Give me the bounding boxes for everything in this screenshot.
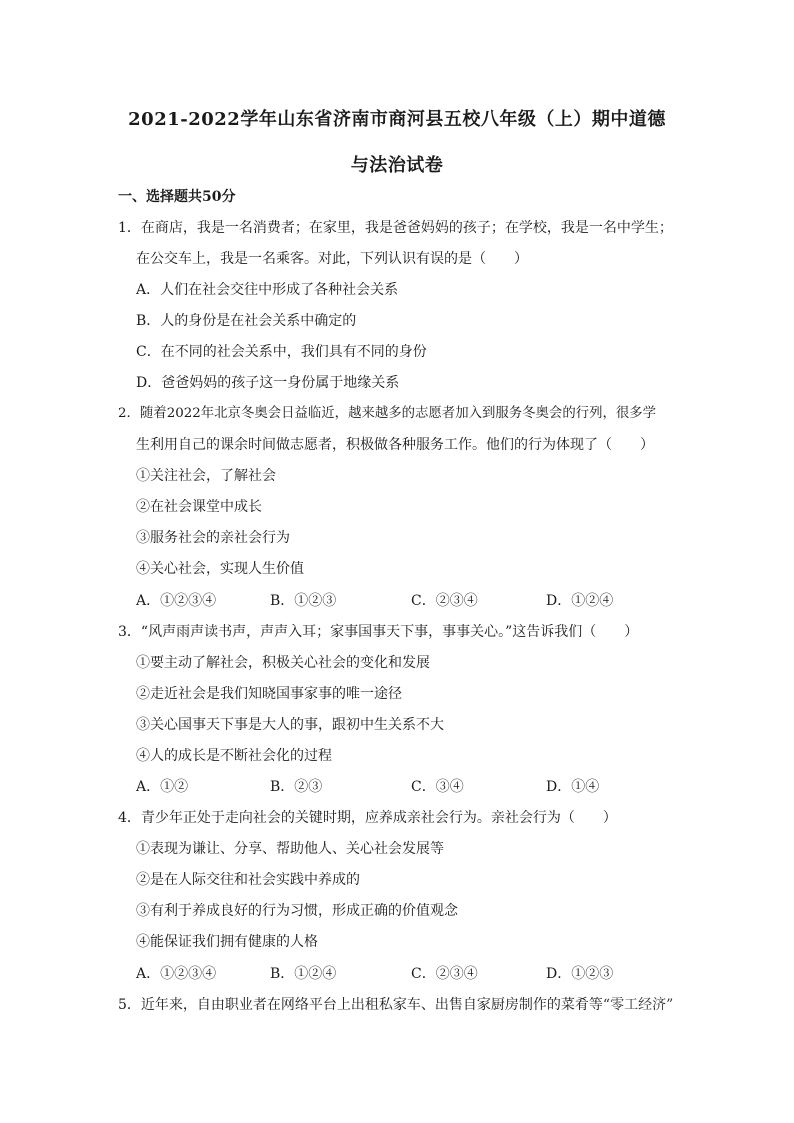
question-3-option-d: D．①④ — [546, 779, 600, 795]
question-4-item-2: ②是在人际交往和社会实践中养成的 — [136, 872, 360, 888]
question-3-stem: 3．“风声雨声读书声，声声入耳；家事国事天下事，事事关心。”这告诉我们（ ） — [118, 624, 639, 640]
question-3-option-b: B．②③ — [270, 779, 323, 795]
question-5-stem — [118, 995, 673, 1015]
question-3-option-a: A．①② — [136, 779, 189, 795]
question-1-stem: 1．在商店，我是一名消费者；在家里，我是爸爸妈妈的孩子；在学校，我是一名中学生； — [118, 220, 673, 236]
question-5-stem-quote: “零工经济” — [602, 997, 674, 1013]
question-4-item-4: ④能保证我们拥有健康的人格 — [136, 934, 318, 950]
question-4-option-a: A．①②③④ — [136, 966, 217, 982]
question-3-item-1: ①要主动了解社会，积极关心社会的变化和发展 — [136, 655, 430, 671]
question-2-option-a: A．①②③④ — [136, 593, 217, 609]
question-3-item-4: ④人的成长是不断社会化的过程 — [136, 748, 332, 764]
question-1-stem-cont: 在公交车上，我是一名乘客。对此，下列认识有误的是（ ） — [136, 251, 528, 267]
question-4-option-d: D．①②③ — [546, 966, 614, 982]
question-2-option-d: D．①②④ — [546, 593, 614, 609]
question-4-item-1: ①表现为谦让、分享、帮助他人、关心社会发展等 — [136, 841, 444, 857]
section-heading: 一、选择题共50分 — [118, 189, 236, 205]
question-3-item-3: ③关心国事天下事是大人的事，跟初中生关系不大 — [136, 717, 444, 733]
question-2-option-c: C．②③④ — [411, 593, 478, 609]
document-title-line1: 2021-2022学年山东省济南市商河县五校八年级（上）期中道德 — [128, 109, 666, 130]
question-3-item-2: ②走近社会是我们知晓国事家事的唯一途径 — [136, 686, 402, 702]
question-1-choice-b: B．人的身份是在社会关系中确定的 — [136, 313, 357, 329]
question-2-option-b: B．①②③ — [270, 593, 337, 609]
question-4-option-b: B．①②④ — [270, 966, 337, 982]
question-2-item-4: ④关心社会，实现人生价值 — [136, 561, 304, 577]
question-2-item-1: ①关注社会，了解社会 — [136, 468, 276, 484]
question-2-stem: 2．随着2022年北京冬奥会日益临近，越来越多的志愿者加入到服务冬奥会的行列，很多学 — [118, 406, 657, 421]
question-4-stem: 4．青少年正处于走向社会的关键时期，应养成亲社会行为。亲社会行为（ ） — [118, 810, 617, 826]
question-1-choice-c: C．在不同的社会关系中，我们具有不同的身份 — [136, 344, 427, 360]
question-1-choice-a: A．人们在社会交往中形成了各种社会关系 — [136, 282, 399, 298]
question-2-stem-cont: 生利用自己的课余时间做志愿者，积极做各种服务工作。他们的行为体现了（ ） — [136, 437, 654, 453]
question-1-choice-d: D．爸爸妈妈的孩子这一身份属于地缘关系 — [136, 375, 400, 391]
question-4-item-3: ③有利于养成良好的行为习惯，形成正确的价值观念 — [136, 903, 458, 919]
question-4-option-c: C．②③④ — [411, 966, 478, 982]
question-2-item-3: ③服务社会的亲社会行为 — [136, 530, 290, 546]
question-5-stem-text: 5．近年来，自由职业者在网络平台上出租私家车、出售自家厨房制作的菜肴等 — [118, 997, 603, 1013]
question-3-option-c: C．③④ — [411, 779, 464, 795]
document-title-line2: 与法治试卷 — [350, 155, 444, 176]
question-2-item-2: ②在社会课堂中成长 — [136, 499, 262, 515]
